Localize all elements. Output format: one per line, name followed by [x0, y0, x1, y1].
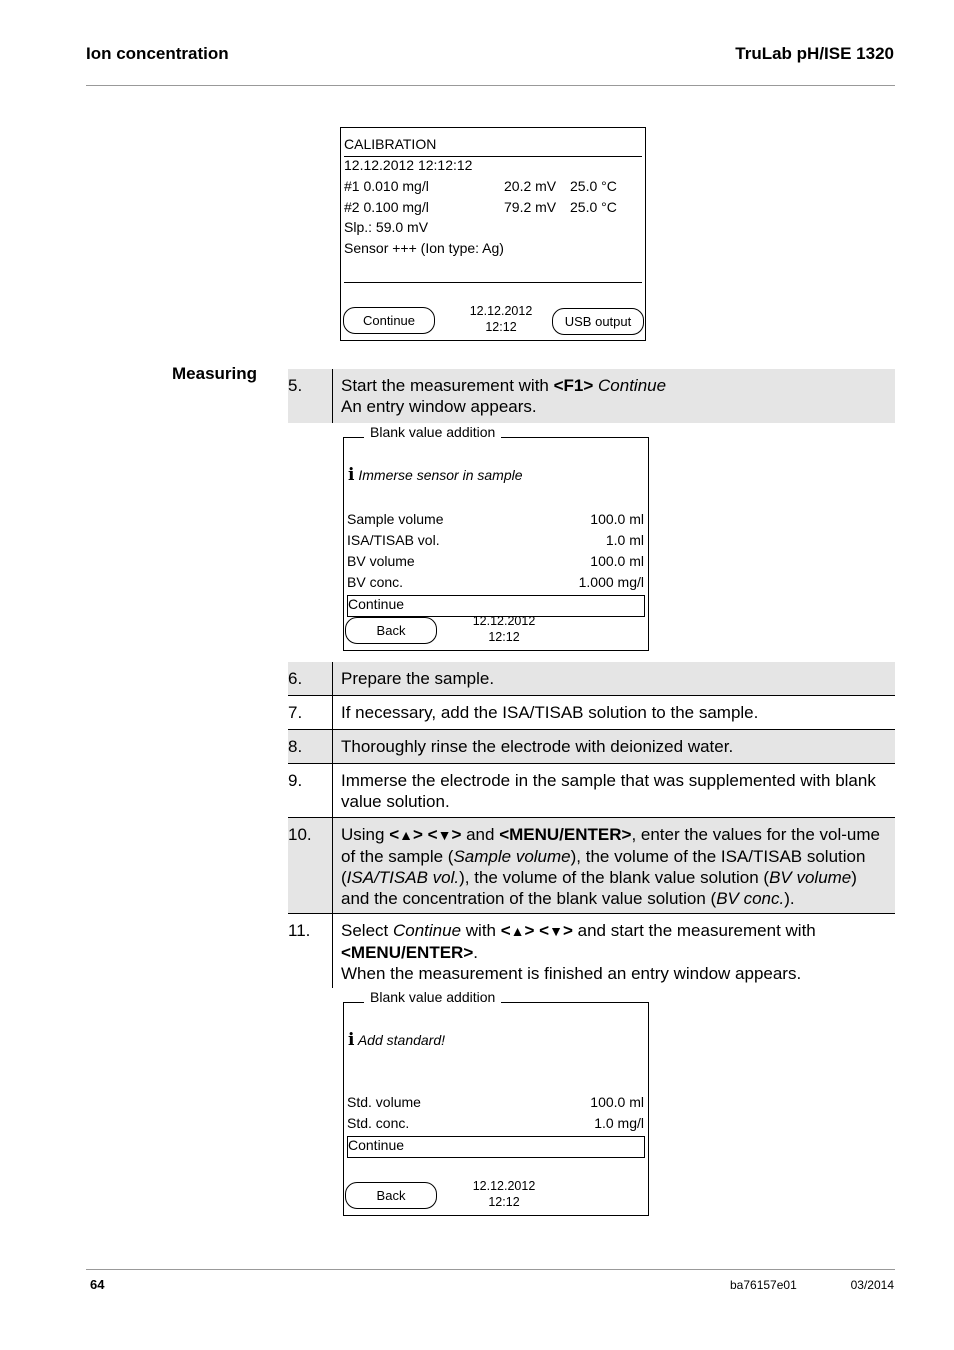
step-text: Thoroughly rinse the electrode with deionized water.	[341, 737, 734, 756]
step-text: If necessary, add the ISA/TISAB solution to the sample.	[341, 703, 759, 722]
header-product-name: TruLab pH/ISE 1320	[735, 44, 894, 63]
info-text: Add standard!	[357, 1032, 446, 1048]
up-down-keys: <▲> <▼>	[500, 921, 573, 940]
continue-button[interactable]: Continue	[343, 307, 435, 334]
calibration-row-2-label: #2 0.100 mg/l	[344, 199, 429, 215]
up-down-keys: <▲> <▼>	[389, 825, 462, 844]
bv-volume-value[interactable]: 100.0 ml	[590, 553, 644, 569]
bv-volume-ref: BV volume	[769, 868, 852, 887]
info-message	[348, 465, 523, 485]
sample-volume-ref: Sample volume	[453, 847, 571, 866]
step-number: 7.	[288, 703, 303, 722]
step-6	[288, 662, 895, 695]
step-10-text: ).	[784, 889, 795, 908]
std-volume-value[interactable]: 100.0 ml	[590, 1094, 644, 1110]
step-divider	[332, 914, 333, 988]
down-triangle-icon: ▼	[549, 923, 563, 939]
step-number: 6.	[288, 669, 303, 688]
calibration-row-2-temp: 25.0 °C	[570, 199, 617, 215]
screen-clock	[464, 1178, 544, 1210]
continue-menu-item[interactable]	[347, 1136, 645, 1158]
step-number: 11.	[288, 921, 311, 940]
screen-time: 12:12	[488, 630, 520, 644]
step-divider	[332, 662, 333, 695]
step-number: 8.	[288, 737, 303, 756]
step-9	[288, 764, 895, 817]
info-message	[348, 1030, 445, 1050]
step-divider	[332, 696, 333, 729]
step-11-text: Select	[341, 921, 393, 940]
calibration-row-2-mv: 79.2 mV	[504, 199, 557, 215]
step-text	[341, 824, 885, 909]
blank-value-screen-1	[343, 424, 649, 651]
step-divider	[332, 818, 333, 913]
calibration-row-1-mv: 20.2 mV	[504, 178, 557, 194]
step-5	[288, 369, 895, 423]
step-11-result: When the measurement is finished an entry window appears.	[341, 964, 802, 983]
calibration-sensor: Sensor +++ (Ion type: Ag)	[344, 240, 504, 256]
blank-value-screen-2	[343, 989, 649, 1216]
screen-date: 12.12.2012	[472, 614, 536, 628]
step-number: 10.	[288, 825, 312, 844]
bv-conc-value[interactable]: 1.000 mg/l	[578, 574, 644, 590]
calibration-datetime: 12.12.2012 12:12:12	[344, 157, 473, 173]
calibration-screen	[340, 127, 646, 341]
std-conc-label: Std. conc.	[347, 1115, 410, 1131]
step-7	[288, 696, 895, 729]
step-10-text: ), the volume of the blank value solution (	[459, 868, 770, 887]
screen-clock	[464, 613, 544, 645]
calibration-slope: Slp.: 59.0 mV	[344, 219, 429, 235]
step-10	[288, 818, 895, 913]
calibration-title: CALIBRATION	[344, 136, 437, 152]
step-11-text: .	[473, 943, 478, 962]
step-10-text: Using	[341, 825, 390, 844]
step-10-text: ), the volume of the ISA/TISAB solution (	[341, 847, 866, 887]
step-number: 5.	[288, 376, 303, 395]
footer-divider	[344, 282, 642, 283]
bv-conc-label: BV conc.	[347, 574, 404, 590]
screen-legend: Blank value addition	[364, 424, 501, 440]
step-number: 9.	[288, 771, 303, 790]
menu-enter-key: <MENU/ENTER>	[341, 943, 474, 962]
screen-legend: Blank value addition	[364, 989, 501, 1005]
bv-conc-ref: BV conc.	[716, 889, 785, 908]
step-divider	[332, 764, 333, 817]
section-label-measuring: Measuring	[172, 364, 258, 383]
down-triangle-icon: ▼	[437, 827, 452, 843]
sample-volume-value[interactable]: 100.0 ml	[590, 511, 644, 527]
info-text: Immerse sensor in sample	[358, 467, 523, 483]
step-11	[288, 914, 895, 988]
usb-output-button[interactable]: USB output	[552, 308, 644, 335]
document-date: 03/2014	[850, 1278, 894, 1292]
step-5-text: Start the measurement with	[341, 376, 554, 395]
continue-ref: Continue	[392, 921, 462, 940]
back-button[interactable]: Back	[345, 617, 437, 644]
calibration-time: 12:12	[485, 320, 517, 334]
continue-menu-label: Continue	[348, 596, 405, 612]
step-5-result: An entry window appears.	[341, 397, 537, 416]
calibration-clock	[461, 303, 541, 335]
header-rule	[86, 85, 895, 86]
std-conc-value[interactable]: 1.0 mg/l	[594, 1115, 644, 1131]
std-volume-label: Std. volume	[347, 1094, 421, 1110]
step-text: Prepare the sample.	[341, 669, 495, 688]
document-number: ba76157e01	[730, 1278, 797, 1292]
continue-menu-label: Continue	[348, 1137, 405, 1153]
step-8	[288, 730, 895, 763]
info-icon: i	[348, 465, 355, 485]
step-text	[341, 375, 885, 417]
menu-enter-key: <MENU/ENTER>	[499, 825, 632, 844]
calibration-row-1-temp: 25.0 °C	[570, 178, 617, 194]
step-11-text: with	[461, 921, 501, 940]
step-10-text: and	[461, 825, 500, 844]
isa-tisab-vol-value[interactable]: 1.0 ml	[605, 532, 644, 548]
isa-tisab-vol-label: ISA/TISAB vol.	[347, 532, 440, 548]
up-triangle-icon: ▲	[510, 923, 525, 939]
calibration-row-1-label: #1 0.010 mg/l	[344, 178, 429, 194]
up-triangle-icon: ▲	[399, 827, 413, 843]
sample-volume-label: Sample volume	[347, 511, 444, 527]
screen-date: 12.12.2012	[472, 1179, 536, 1193]
back-button[interactable]: Back	[345, 1182, 437, 1209]
bv-volume-label: BV volume	[347, 553, 415, 569]
isa-tisab-vol-ref: ISA/TISAB vol.	[346, 868, 460, 887]
calibration-date: 12.12.2012	[469, 304, 533, 318]
step-11-text: and start the measurement with	[572, 921, 816, 940]
step-text	[341, 920, 885, 984]
continue-softkey-ref: Continue	[593, 376, 667, 395]
step-text: Immerse the electrode in the sample that was supplemented with blank value solution.	[341, 771, 876, 811]
step-10-text: , enter the values for the vol-ume of the sample (	[341, 825, 880, 866]
screen-time: 12:12	[488, 1195, 520, 1209]
step-divider	[332, 369, 333, 423]
info-icon: i	[348, 1030, 355, 1050]
step-10-text: ) and the concentration of the blank value solution (	[341, 868, 857, 908]
header-section-title: Ion concentration	[86, 44, 229, 63]
footer-rule	[86, 1269, 895, 1270]
f1-key: <F1>	[553, 376, 594, 395]
page-number: 64	[90, 1277, 105, 1292]
step-divider	[332, 730, 333, 763]
